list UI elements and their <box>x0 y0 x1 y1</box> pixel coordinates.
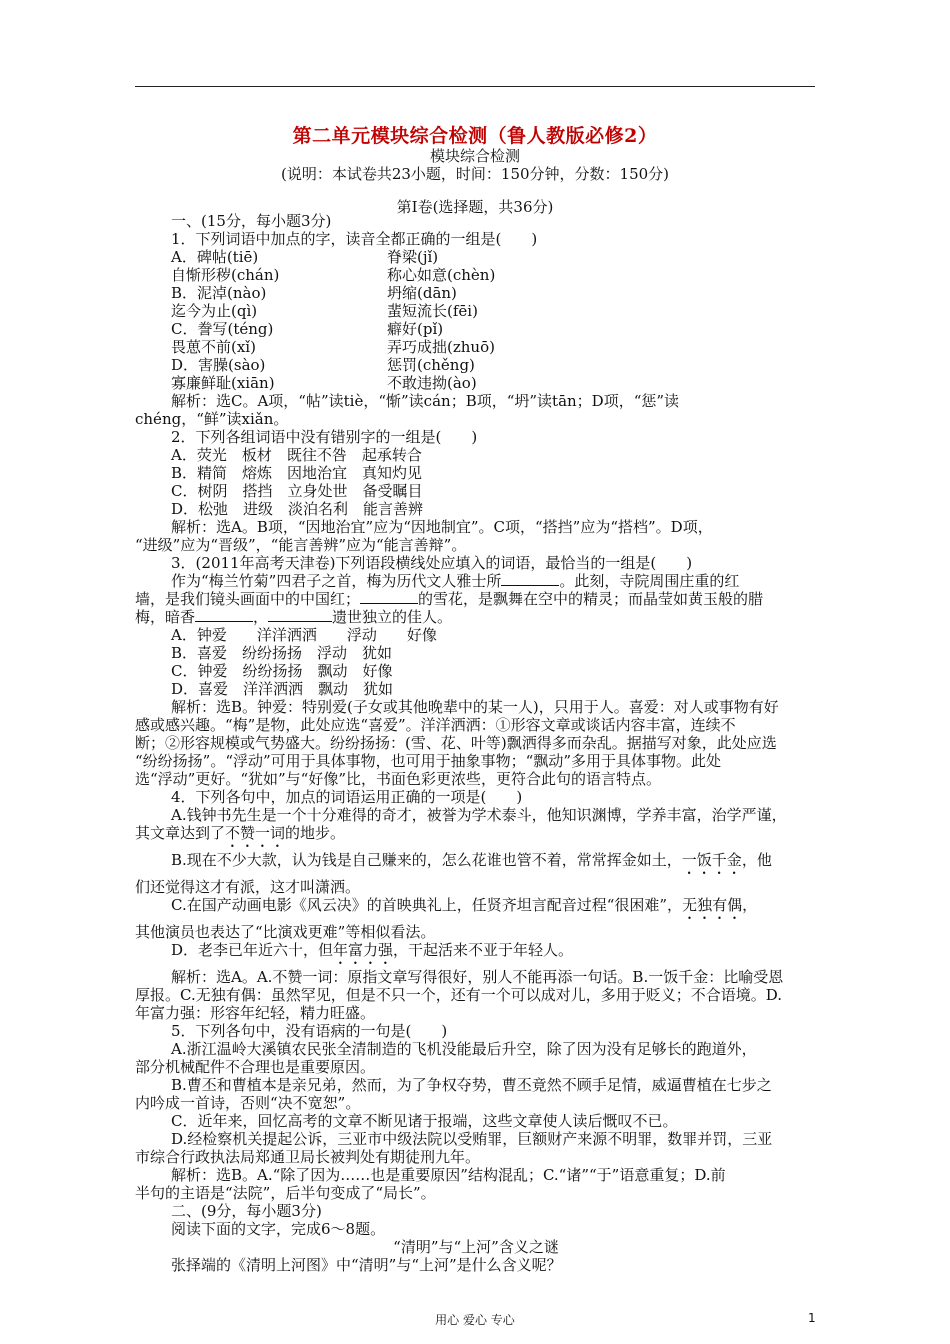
q5-option: D.经检察机关提起公诉，三亚市中级法院以受贿罪，巨额财产来源不明罪，数罪并罚，三亚 <box>171 1130 773 1148</box>
fill-blank <box>268 608 332 622</box>
q2-option: D．松弛 进级 淡泊名利 能言善辨 <box>171 500 424 518</box>
q4-text: ，他 <box>741 851 772 869</box>
q1-option: 自惭形秽(chán) <box>171 266 280 284</box>
q4-text: 的地步。 <box>285 824 346 842</box>
q5-option: 市综合行政执法局郑通卫局长被判处有期徒刑九年。 <box>135 1148 481 1166</box>
q4-text: ，干起活来不亚于年轻人。 <box>393 941 574 959</box>
q5-option: A.浙江温岭大溪镇农民张全清制造的飞机没能最后升空，除了因为没有足够长的跑道外， <box>171 1040 757 1058</box>
q3-passage <box>135 608 817 626</box>
fill-blank <box>360 590 418 604</box>
q3-text: 作为“梅兰竹菊”四君子之首，梅为历代文人雅士所 <box>171 572 502 590</box>
q1-options-b <box>171 284 817 302</box>
q4-stem: 4．下列各句中，加点的词语运用正确的一项是( ) <box>171 788 523 806</box>
q1-option: 脊梁(jǐ) <box>387 248 439 266</box>
q3-text: 墙，是我们镜头画面中的中国红； <box>135 590 361 608</box>
q5-option: 内吟成一首诗，否则“决不宽恕”。 <box>135 1094 361 1112</box>
q4-text: B.现在不少大款，认为钱是自己赚来的，怎么花谁也管不着，常常挥金如土， <box>171 851 682 869</box>
q3-text: ， <box>253 608 269 626</box>
q3-answer: “纷纷扬扬”。“浮动”可用于具体事物，也可用于抽象事物；“飘动”多用于具体事物。此处 <box>135 752 722 770</box>
q2-answer: “进级”应为“晋级”，“能言善辨”应为“能言善辩”。 <box>135 536 467 554</box>
dotted-word: 无独有偶 <box>682 896 743 914</box>
q4-option: A.钱钟书先生是一个十分难得的奇才，被誉为学术泰斗，他知识渊博，学养丰富，治学严谨， <box>171 806 787 824</box>
part1-heading: 一、(15分，每小题3分) <box>171 212 332 230</box>
q4-answer: 解析：选A。A.不赞一词：原指文章写得很好，别人不能再添一句话。B.一饭千金：比喻受恩 <box>171 968 784 986</box>
q1-option: 不敢违拗(ào) <box>387 374 477 392</box>
q4-option <box>135 851 817 878</box>
q4-answer: 年富力强：形容年纪轻，精力旺盛。 <box>135 1004 376 1022</box>
q1-option: B．泥淖(nào) <box>171 284 267 302</box>
article-paragraph: 张择端的《清明上河图》中“清明”与“上河”是什么含义呢？ <box>171 1256 562 1274</box>
q3-stem: 3．(2011年高考天津卷)下列语段横线处应填入的词语，最恰当的一组是( ) <box>171 554 693 572</box>
document-body <box>135 212 817 1274</box>
q3-text: 。此刻，寺院周围庄重的红 <box>559 572 740 590</box>
q1-option: D．害臊(sào) <box>171 356 266 374</box>
q1-stem: 1．下列词语中加点的字，读音全都正确的一组是( ) <box>171 230 538 248</box>
q2-answer: 解析：选A。B项，“因地治宜”应为“因地制宜”。C项，“搭挡”应为“搭档”。D项， <box>171 518 713 536</box>
q1-options-c <box>171 320 817 338</box>
page-footer: 用心 爱心 专心 <box>435 1313 515 1327</box>
q1-option: C．誊写(téng) <box>171 320 274 338</box>
q1-options-d <box>171 356 817 374</box>
q2-stem: 2．下列各组词语中没有错别字的一组是( ) <box>171 428 478 446</box>
q4-option: 其他演员也表达了“比演戏更难”等相似看法。 <box>135 923 436 941</box>
q3-option: B．喜爱 纷纷扬扬 浮动 犹如 <box>171 644 393 662</box>
q5-option: 部分机械配件不合理也是重要原因。 <box>135 1058 376 1076</box>
exam-note: (说明：本试卷共23小题，时间：150分钟，分数：150分) <box>280 165 670 183</box>
fill-blank <box>501 572 559 586</box>
q3-text: 梅，暗香 <box>135 608 196 626</box>
q3-text: 的雪花，是飘舞在空中的精灵；而晶莹如黄玉般的腊 <box>418 590 764 608</box>
q5-stem: 5．下列各句中，没有语病的一句是( ) <box>171 1022 448 1040</box>
fill-blank <box>195 608 253 622</box>
q1-options-a <box>171 248 817 266</box>
q1-options-c2 <box>135 338 817 356</box>
q5-option: B.曹丕和曹植本是亲兄弟，然而，为了争权夺势，曹丕竟然不顾手足情，威逼曹植在七步之 <box>171 1076 772 1094</box>
q1-option: 迄今为止(qì) <box>171 302 258 320</box>
section-heading: 第Ⅰ卷(选择题，共36分) <box>396 198 554 216</box>
q3-answer: 感或感兴趣。“梅”是物，此处应选“喜爱”。洋洋洒洒：①形容文章或谈话内容丰富，连续不 <box>135 716 736 734</box>
page-subtitle: 模块综合检测 <box>429 147 520 165</box>
q3-option: D．喜爱 洋洋洒洒 飘动 犹如 <box>171 680 394 698</box>
dotted-word: 一饭千金 <box>681 851 742 869</box>
q4-text: ， <box>742 896 758 914</box>
q1-option: 称心如意(chèn) <box>387 266 496 284</box>
q1-option: A．碑帖(tiē) <box>171 248 259 266</box>
q4-option: 们还觉得这才有派，这才叫潇洒。 <box>135 878 361 896</box>
q1-option: 坍缩(dān) <box>387 284 457 302</box>
q2-option: B．精简 熔炼 因地治宜 真知灼见 <box>171 464 423 482</box>
q5-option: C．近年来，回忆高考的文章不断见诸于报端，这些文章使人读后慨叹不已。 <box>171 1112 678 1130</box>
q4-option <box>135 896 817 923</box>
q1-option: 癖好(pǐ) <box>387 320 444 338</box>
q1-options-b2 <box>135 302 817 320</box>
q3-answer: 断；②形容规模或气势盛大。纷纷扬扬：(雪、花、叶等)飘洒得多而杂乱。据描写对象，此处应选 <box>135 734 777 752</box>
article-title: “清明”与“上河”含义之谜 <box>393 1238 559 1256</box>
q1-answer: 解析：选C。A项，“帖”读tiè，“惭”读cán；B项，“坍”读tān；D项，“惩”读 <box>171 392 680 410</box>
part2-heading: 二、(9分，每小题3分) <box>171 1202 322 1220</box>
q2-option: C．树阴 搭挡 立身处世 备受瞩目 <box>171 482 423 500</box>
q3-text: 遗世独立的佳人。 <box>332 608 453 626</box>
page-number: 1 <box>808 1311 816 1325</box>
q1-answer: chéng，“鲜”读xiǎn。 <box>135 410 289 428</box>
dotted-word: 年富力强 <box>333 941 394 959</box>
q4-option <box>135 941 817 968</box>
q1-option: 蜚短流长(fēi) <box>387 302 478 320</box>
dotted-word: 不赞一词 <box>225 824 286 842</box>
q4-text: 其文章达到了 <box>135 824 226 842</box>
q3-passage <box>135 572 817 590</box>
q4-option <box>135 824 817 851</box>
q3-answer: 解析：选B。钟爱：特别爱(子女或其他晚辈中的某一人)，只用于人。喜爱：对人或事物有好 <box>171 698 779 716</box>
q3-option: A．钟爱 洋洋洒洒 浮动 好像 <box>171 626 437 644</box>
q1-option: 弄巧成拙(zhuō) <box>387 338 495 356</box>
q1-options-a2 <box>135 266 817 284</box>
q3-answer: 选“浮动”更好。“犹如”与“好像”比，书面色彩更浓些，更符合此句的语言特点。 <box>135 770 662 788</box>
q5-answer: 解析：选B。A.“除了因为……也是重要原因”结构混乱；C.“诸”“于”语意重复；D.前 <box>171 1166 726 1184</box>
q3-option: C．钟爱 纷纷扬扬 飘动 好像 <box>171 662 393 680</box>
q1-option: 畏葸不前(xǐ) <box>171 338 256 356</box>
header-rule <box>135 86 815 87</box>
q2-option: A．荧光 板材 既往不咎 起承转合 <box>171 446 422 464</box>
q4-answer: 厚报。C.无独有偶：虽然罕见，但是不只一个，还有一个可以成对儿，多用于贬义；不合语境。D. <box>135 986 782 1004</box>
q1-option: 寡廉鲜耻(xiān) <box>171 374 275 392</box>
q5-answer: 半句的主语是“法院”，后半句变成了“局长”。 <box>135 1184 436 1202</box>
q4-text: C.在国产动画电影《风云决》的首映典礼上，任贤齐坦言配音过程“很困难”， <box>171 896 683 914</box>
q1-options-d2 <box>135 374 817 392</box>
q3-passage <box>135 590 817 608</box>
part2-intro: 阅读下面的文字，完成6～8题。 <box>171 1220 386 1238</box>
q1-option: 惩罚(chěng) <box>387 356 475 374</box>
q4-text: D．老李已年近六十，但 <box>171 941 334 959</box>
page-title: 第二单元模块综合检测（鲁人教版必修2） <box>292 125 658 147</box>
